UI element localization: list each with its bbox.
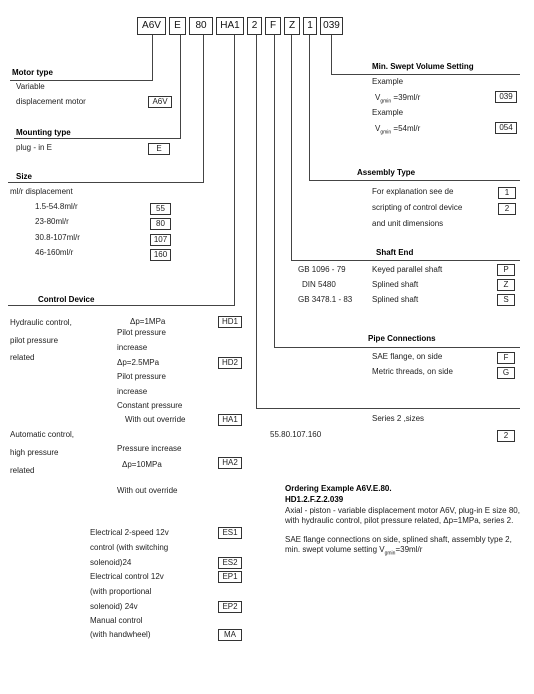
code-box-swept: 039 <box>320 17 343 35</box>
control-code-es2: ES2 <box>218 557 242 569</box>
control-code-hd1: HD1 <box>218 316 242 328</box>
size-range-55: 1.5-54.8ml/r <box>35 202 78 211</box>
control-handwheel: (with handwheel) <box>90 630 151 639</box>
code-box-pipe: F <box>265 17 281 35</box>
size-code-80: 80 <box>150 218 171 230</box>
motor-type-heading: Motor type <box>12 68 53 77</box>
size-heading: Size <box>16 172 33 181</box>
ordering-example-paragraph-2: SAE flange connections on side, splined shaft, assembly type 2, min. swept volume setting $V_{gmin}=39ml/r$ <box>285 535 512 557</box>
size-range-107: 30.8-107ml/r <box>35 233 80 242</box>
control-dp-2-5mpa: Δp=2.5MPa <box>117 358 160 367</box>
control-pilot-pressure-1: Pilot pressure <box>117 328 166 337</box>
code-box-size: 80 <box>189 17 213 35</box>
control-without-override-1: With out override <box>125 415 186 424</box>
control-hydraulic-line1: Hydraulic control, <box>10 318 72 327</box>
shaft-code-z: Z <box>497 279 515 291</box>
size-range-160: 46-160ml/r <box>35 248 74 257</box>
control-hydraulic-line3: related <box>10 353 35 362</box>
swept-value-2: $V_{gmin} =54ml/r$ <box>375 124 421 136</box>
size-code-55: 55 <box>150 203 171 215</box>
size-range-80: 23-80ml/r <box>35 217 69 226</box>
series-code-2: 2 <box>497 430 515 442</box>
swept-code-039: 039 <box>495 91 517 103</box>
shaft-std-s: GB 3478.1 - 83 <box>298 295 353 304</box>
control-automatic-line2: high pressure <box>10 448 59 457</box>
control-manual: Manual control <box>90 616 143 625</box>
control-increase-1: increase <box>117 343 148 352</box>
shaft-desc-z: Splined shaft <box>372 280 419 289</box>
control-automatic-line1: Automatic control, <box>10 430 75 439</box>
pipe-code-g: G <box>497 367 515 379</box>
control-pressure-increase: Pressure increase <box>117 444 182 453</box>
shaft-end-heading: Shaft End <box>376 248 414 257</box>
swept-example-2: Example <box>372 108 404 117</box>
pipe-sae-flange: SAE flange, on side <box>372 352 443 361</box>
control-without-override-2: With out override <box>117 486 178 495</box>
control-pilot-pressure-2: Pilot pressure <box>117 372 166 381</box>
size-column-header: ml/r displacement <box>10 187 73 196</box>
shaft-std-p: GB 1096 - 79 <box>298 265 346 274</box>
swept-code-054: 054 <box>495 122 517 134</box>
control-hydraulic-line2: pilot pressure <box>10 336 59 345</box>
control-code-ep2: EP2 <box>218 601 242 613</box>
control-constant-pressure: Constant pressure <box>117 401 183 410</box>
control-electrical-12v: Electrical control 12v <box>90 572 164 581</box>
swept-value-1: $V_{gmin} =39ml/r$ <box>375 93 421 105</box>
code-box-mount: E <box>169 17 186 35</box>
control-code-ha1: HA1 <box>218 414 242 426</box>
pipe-connections-heading: Pipe Connections <box>368 334 436 343</box>
assembly-code-2: 2 <box>498 203 516 215</box>
control-electrical-2speed: Electrical 2-speed 12v <box>90 528 169 537</box>
motor-type-line2: displacement motor <box>16 97 86 106</box>
code-box-motor: A6V <box>137 17 166 35</box>
control-dp-1mpa: Δp=1MPa <box>130 317 166 326</box>
control-code-es1: ES1 <box>218 527 242 539</box>
control-solenoid-24v: solenoid) 24v <box>90 602 138 611</box>
control-code-hd2: HD2 <box>218 357 242 369</box>
assembly-line3: and unit dimensions <box>372 219 444 228</box>
swept-example-1: Example <box>372 77 404 86</box>
control-device-heading: Control Device <box>38 295 95 304</box>
size-code-160: 160 <box>150 249 171 261</box>
control-switching-solenoid: control (with switching <box>90 543 169 552</box>
series-label: Series 2 ,sizes <box>372 414 425 423</box>
assembly-line2: scripting of control device <box>372 203 463 212</box>
ordering-example-title-1: Ordering Example A6V.E.80. <box>285 484 392 493</box>
assembly-code-1: 1 <box>498 187 516 199</box>
motor-type-code: A6V <box>148 96 172 108</box>
code-box-series: 2 <box>247 17 262 35</box>
pipe-code-f: F <box>497 352 515 364</box>
ordering-example-title-2: HD1.2.F.Z.2.039 <box>285 495 344 504</box>
assembly-type-heading: Assembly Type <box>357 168 416 177</box>
mounting-type-heading: Mounting type <box>16 128 71 137</box>
shaft-desc-p: Keyed parallel shaft <box>372 265 443 274</box>
control-proportional: (with proportional <box>90 587 152 596</box>
control-code-ep1: EP1 <box>218 571 242 583</box>
swept-volume-heading: Min. Swept Volume Setting <box>372 62 474 71</box>
code-box-control: HA1 <box>216 17 244 35</box>
control-increase-2: increase <box>117 387 148 396</box>
assembly-line1: For explanation see de <box>372 187 454 196</box>
shaft-code-s: S <box>497 294 515 306</box>
ordering-example-paragraph-1: Axial - piston - variable displacement motor A6V, plug-in E size 80, with hydraulic control, pilot pressure related, Δp=1MPa, series 2. <box>285 506 520 525</box>
control-dp-10mpa: Δp=10MPa <box>122 460 162 469</box>
control-automatic-line3: related <box>10 466 35 475</box>
code-box-assembly: 1 <box>303 17 317 35</box>
mounting-type-label: plug - in E <box>16 143 53 152</box>
motor-type-line1: Variable <box>16 82 45 91</box>
control-code-ha2: HA2 <box>218 457 242 469</box>
mounting-type-code: E <box>148 143 170 155</box>
control-solenoid-24: solenoid)24 <box>90 558 132 567</box>
pipe-metric-threads: Metric threads, on side <box>372 367 453 376</box>
size-code-107: 107 <box>150 234 171 246</box>
shaft-code-p: P <box>497 264 515 276</box>
series-sizes: 55.80.107.160 <box>270 430 322 439</box>
shaft-desc-s: Splined shaft <box>372 295 419 304</box>
shaft-std-z: DIN 5480 <box>302 280 336 289</box>
control-code-ma: MA <box>218 629 242 641</box>
code-box-shaft: Z <box>284 17 300 35</box>
